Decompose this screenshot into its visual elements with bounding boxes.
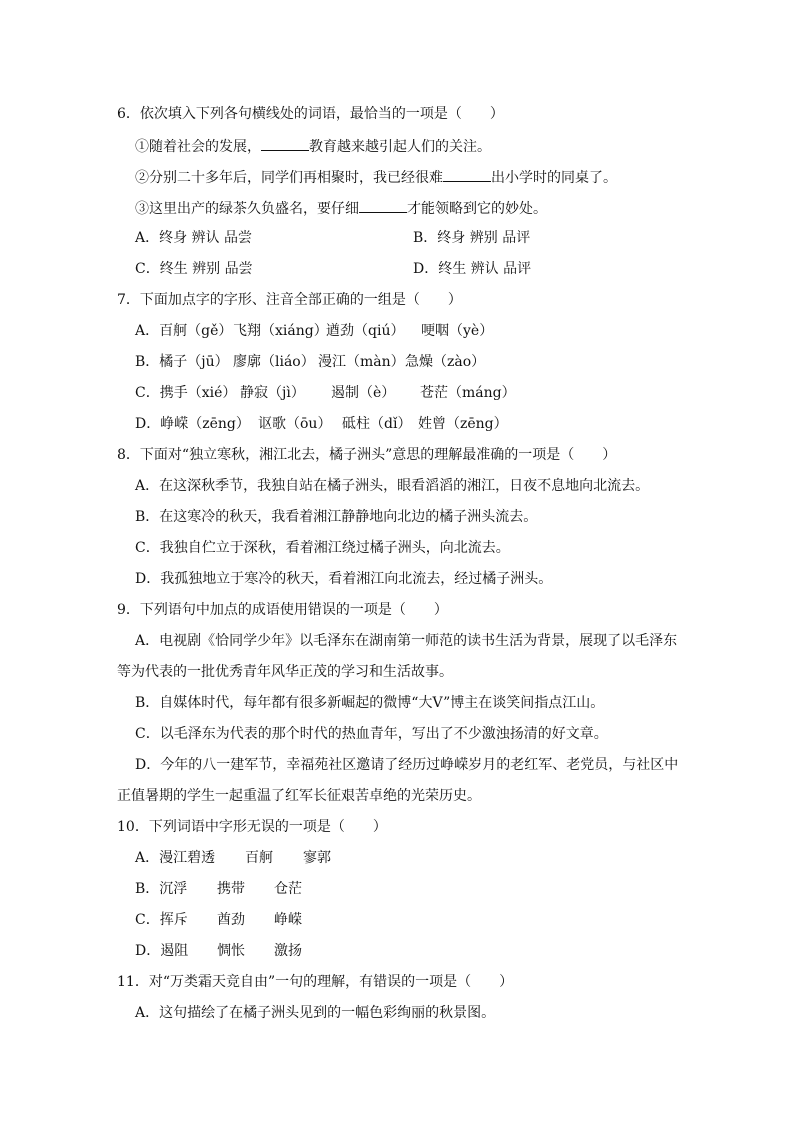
option-word: A．漫江碧透 (135, 850, 216, 866)
question-9-option-c: C．以毛泽东为代表的那个时代的热血青年，写出了不少激浊扬清的好文章。 (135, 726, 608, 742)
option-word: 讴歌（ōu） (258, 416, 332, 432)
blank-line (443, 167, 491, 182)
question-9-option-a-continued: 等为代表的一批优秀青年风华正茂的学习和生活故事。 (117, 664, 453, 680)
option-word: D．峥嵘（zēng） (135, 416, 250, 432)
option-word: 惆怅 (217, 943, 245, 959)
option-word: 哽咽（yè） (421, 323, 494, 339)
question-6-stem: 6．依次填入下列各句横线处的词语，最恰当的一项是（ ） (117, 106, 504, 122)
option-word: 漫江（màn） (318, 354, 405, 370)
question-9-option-d-continued: 正值暑期的学生一起重温了红军长征艰苦卓绝的光荣历史。 (117, 788, 481, 804)
option-word: 砥柱（dǐ） (342, 416, 412, 432)
question-6-option-d: D．终生 辨认 品评 (413, 261, 532, 277)
question-8-stem: 8．下面对“独立寒秋，湘江北去，橘子洲头”意思的理解最准确的一项是（ ） (117, 447, 617, 463)
option-word: 飞翔（xiáng） (233, 323, 328, 339)
question-6-option-c: C．终生 辨别 品尝 (135, 261, 253, 277)
question-6-option-b: B．终身 辨别 品评 (413, 230, 531, 246)
question-11-option-a: A．这句描绘了在橘子洲头见到的一幅色彩绚丽的秋景图。 (135, 1005, 496, 1021)
sentence-text: 才能领略到它的妙处。 (407, 201, 547, 217)
sentence-text: ②分别二十多年后，同学们再相聚时，我已经很难 (135, 170, 443, 186)
question-6-sentence-3 (135, 198, 547, 218)
sentence-text: ③这里出产的绿茶久负盛名，要仔细 (135, 201, 359, 217)
question-8-option-a: A．在这深秋季节，我独自站在橘子洲头，眼看滔滔的湘江，日夜不息地向北流去。 (135, 478, 650, 494)
sentence-text: ①随着社会的发展， (135, 139, 261, 155)
question-6-option-a: A．终身 辨认 品尝 (135, 230, 253, 246)
question-6-sentence-1 (135, 136, 491, 156)
blank-line (261, 136, 309, 151)
question-7-stem: 7．下面加点字的字形、注音全部正确的一组是（ ） (117, 292, 462, 308)
question-9-stem: 9．下列语句中加点的成语使用错误的一项是（ ） (117, 602, 448, 618)
option-word: 急燥（zào） (405, 354, 486, 370)
question-8-option-d: D．我孤独地立于寒冷的秋天，看着湘江向北流去，经过橘子洲头。 (135, 571, 553, 587)
option-word: 激扬 (274, 943, 302, 959)
option-word: B．橘子（jū） (135, 354, 229, 370)
question-8-option-b: B．在这寒冷的秋天，我看着湘江静静地向北边的橘子洲头流去。 (135, 509, 538, 525)
option-word: 苍茫（máng） (420, 385, 516, 401)
blank-line (359, 198, 407, 213)
question-9-option-d: D．今年的八一建军节，幸福苑社区邀请了经历过峥嵘岁月的老红军、老党员，与社区中 (135, 757, 679, 773)
sentence-text: 出小学时的同桌了。 (491, 170, 617, 186)
option-word: 寥郭 (303, 850, 331, 866)
option-word: C．携手（xié） (135, 385, 237, 401)
option-word: C．挥斥 (135, 912, 188, 928)
option-word: 携带 (217, 881, 245, 897)
option-word: D．遏阻 (135, 943, 189, 959)
option-word: 遒劲（qiú） (326, 323, 405, 339)
option-word: 仓茫 (274, 881, 302, 897)
question-8-option-c: C．我独自伫立于深秋，看着湘江绕过橘子洲头，向北流去。 (135, 540, 510, 556)
option-word: 静寂（jì） (240, 385, 305, 401)
option-word: 百舸 (245, 850, 273, 866)
option-word: B．沉浮 (135, 881, 188, 897)
sentence-text: 教育越来越引起人们的关注。 (309, 139, 491, 155)
option-word: 酋劲 (217, 912, 245, 928)
option-word: A．百舸（gě） (135, 323, 233, 339)
option-word: 廖廓（liáo） (233, 354, 315, 370)
option-word: 遏制（è） (331, 385, 396, 401)
option-word: 峥嵘 (274, 912, 302, 928)
question-11-stem: 11．对“万类霜天竞自由”一句的理解，有错误的一项是（ ） (117, 974, 514, 990)
question-9-option-b: B．自媒体时代，每年都有很多新崛起的微博“大V”博主在谈笑间指点江山。 (135, 695, 605, 711)
question-9-option-a: A．电视剧《恰同学少年》以毛泽东在湖南第一师范的读书生活为背景，展现了以毛泽东 (135, 633, 678, 649)
question-10-stem: 10．下列词语中字形无误的一项是（ ） (117, 819, 387, 835)
option-word: 姓曾（zēng） (418, 416, 508, 432)
question-6-sentence-2 (135, 167, 617, 187)
